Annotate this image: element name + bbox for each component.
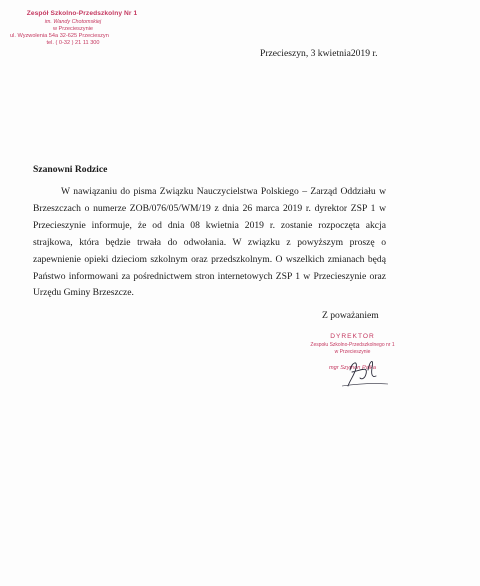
closing-phrase: Z poważaniem	[322, 310, 379, 321]
stamp-phone: tel. ( 0-32 ) 21 11 300	[46, 40, 100, 46]
salutation: Szanowni Rodzice	[33, 164, 108, 175]
director-name: mgr Szymon Palka	[329, 365, 376, 371]
stamp-school-name: Zespół Szkolno-Przedszkolny Nr 1	[26, 10, 138, 17]
handwritten-signature	[322, 350, 402, 392]
director-title: DYREKTOR	[330, 333, 375, 340]
letter-body	[33, 184, 386, 302]
director-stamp-town: w Przecieszynie	[334, 349, 371, 355]
stamp-address: ul. Wyzwolenia 54a 32-625 Przecieszyn	[10, 33, 109, 39]
school-header-stamp	[8, 10, 138, 46]
stamp-patron: im. Wandy Chotomskiej	[44, 19, 102, 25]
body-paragraph: W nawiązaniu do pisma Związku Nauczycielstwa Polskiego – Zarząd Oddziału w Brzeszczach o numerze ZOB/076/05/WM/19 z dnia 26 marca 2019 r. dyrektor ZSP 1 w Przecieszynie informuje, że od dnia 08 kwietnia 2019 r. zostanie rozpoczęta akcja strajkowa, która będzie trwała do odwołania. W związku z powyższym proszę o zapewnienie opieki dzieciom szkolnym oraz przedszkolnym. O wszelkich zmianach będą Państwo informowani za pośrednictwem stron internetowych ZSP 1 w Przecieszynie oraz Urzędu Gminy Brzeszcze.	[33, 186, 386, 299]
stamp-town: w Przecieszynie	[52, 26, 94, 32]
director-stamp-school: Zespołu Szkolno-Przedszkolnego nr 1	[310, 342, 395, 348]
place-and-date: Przecieszyn, 3 kwietnia2019 r.	[260, 48, 378, 59]
